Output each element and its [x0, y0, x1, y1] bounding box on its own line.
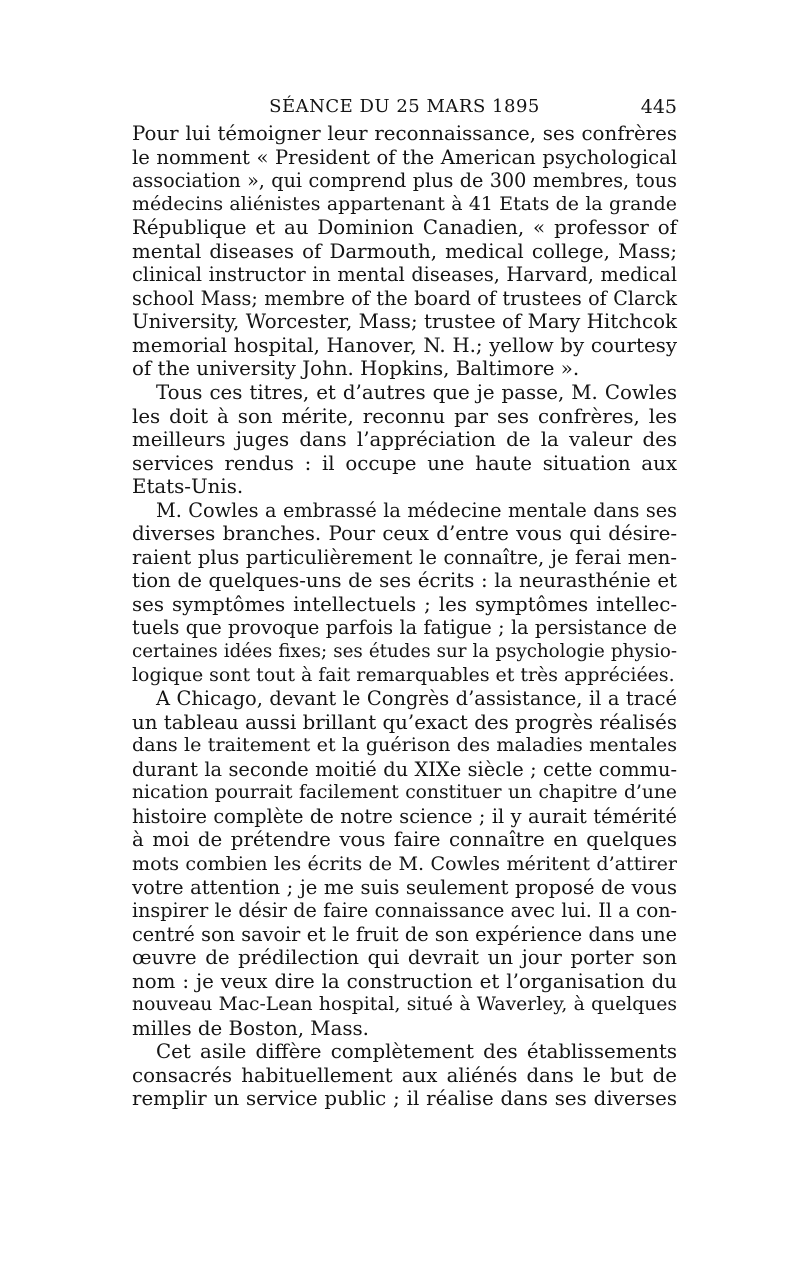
text-line: consacrés habituellement aux aliénés dans le but de — [132, 1063, 677, 1087]
text-line: tion de quelques-uns de ses écrits : la neurasthénie et — [132, 569, 677, 593]
text-line: dans le traitement et la guérison des maladies mentales — [132, 734, 677, 757]
text-line: memorial hospital, Hanover, N. H.; yellow by courtesy — [132, 333, 677, 357]
running-title — [132, 96, 677, 117]
text-line: Pour lui témoigner leur reconnaissance, ses confrères — [132, 122, 677, 145]
text-line: inspirer le désir de faire connaissance avec lui. Il a con- — [132, 899, 677, 923]
text-line: remplir un service public ; il réalise dans ses diverses — [132, 1087, 677, 1111]
text-line: ses symptômes intellectuels ; les symptômes intellec- — [132, 592, 677, 616]
text-line: M. Cowles a embrassé la médecine mentale dans ses — [156, 498, 677, 522]
text-line: services rendus : il occupe une haute situation aux — [132, 451, 677, 475]
text-line: centré son savoir et le fruit de son expérience dans une — [132, 922, 677, 946]
text-line: les doit à son mérite, reconnu par ses confrères, les — [132, 404, 677, 428]
text-line: votre attention ; je me suis seulement proposé de vous — [132, 875, 677, 899]
text-line: tuels que provoque parfois la fatigue ; la persistance de — [132, 616, 677, 640]
text-line: médecins aliénistes appartenant à 41 Etats de la grande — [132, 192, 677, 215]
text-line: Tous ces titres, et d’autres que je passe, M. Cowles — [156, 381, 677, 405]
text-line: diverses branches. Pour ceux d’entre vous qui désire- — [132, 522, 677, 546]
text-line: University, Worcester, Mass; trustee of Mary Hitchcok — [132, 310, 677, 334]
text-line: logique sont tout à fait remarquables et très appréciées. — [132, 663, 675, 686]
text-line: République et au Dominion Canadien, « professor of — [132, 216, 677, 240]
text-line: Cet asile diffère complètement des établissements — [156, 1040, 677, 1064]
text-line: meilleurs juges dans l’appréciation de la valeur des — [132, 428, 677, 452]
text-line: histoire complète de notre science ; il y aurait témérité — [132, 804, 677, 828]
text-line: un tableau aussi brillant qu’exact des progrès réalisés — [132, 710, 677, 734]
text-line: association », qui comprend plus de 300 membres, tous — [132, 169, 677, 193]
running-title-year: 1895 — [492, 96, 540, 117]
running-header — [132, 96, 677, 122]
text-line: raient plus particulièrement le connaître, je ferai men- — [132, 545, 677, 569]
text-line: A Chicago, devant le Congrès d’assistance, il a tracé — [156, 687, 677, 711]
text-line: mots combien les écrits de M. Cowles méritent d’attirer — [132, 851, 677, 875]
running-title-month: MARS — [426, 96, 486, 117]
text-line: le nomment « President of the American psychological — [132, 145, 677, 169]
text-line: œuvre de prédilection qui devrait un jour porter son — [132, 946, 677, 970]
text-line: mental diseases of Darmouth, medical college, Mass; — [132, 239, 677, 263]
page-number: 445 — [640, 96, 677, 118]
body-text — [132, 122, 677, 1111]
running-title-du: DU — [359, 96, 391, 117]
text-line: certaines idées fixes; ses études sur la psychologie physio- — [132, 641, 677, 663]
text-line: nication pourrait facilement constituer un chapitre d’une — [132, 782, 677, 804]
running-title-day: 25 — [396, 96, 421, 117]
text-line: Etats-Unis. — [132, 475, 244, 499]
text-line: nouveau Mac-Lean hospital, situé à Waverley, à quelques — [132, 994, 677, 1016]
text-line: milles de Boston, Mass. — [132, 1016, 369, 1040]
running-title-seance: SÉANCE — [269, 96, 354, 117]
text-line: durant la seconde moitié du XIXe siècle ; cette commu- — [132, 757, 677, 781]
text-line: school Mass; membre of the board of trustees of Clarck — [132, 286, 677, 310]
text-line: of the university John. Hopkins, Baltimore ». — [132, 357, 580, 381]
text-line: nom : je veux dire la construction et l’organisation du — [132, 969, 677, 993]
text-line: à moi de prétendre vous faire connaître en quelques — [132, 828, 677, 852]
text-line: clinical instructor in mental diseases, Harvard, medical — [132, 263, 677, 287]
